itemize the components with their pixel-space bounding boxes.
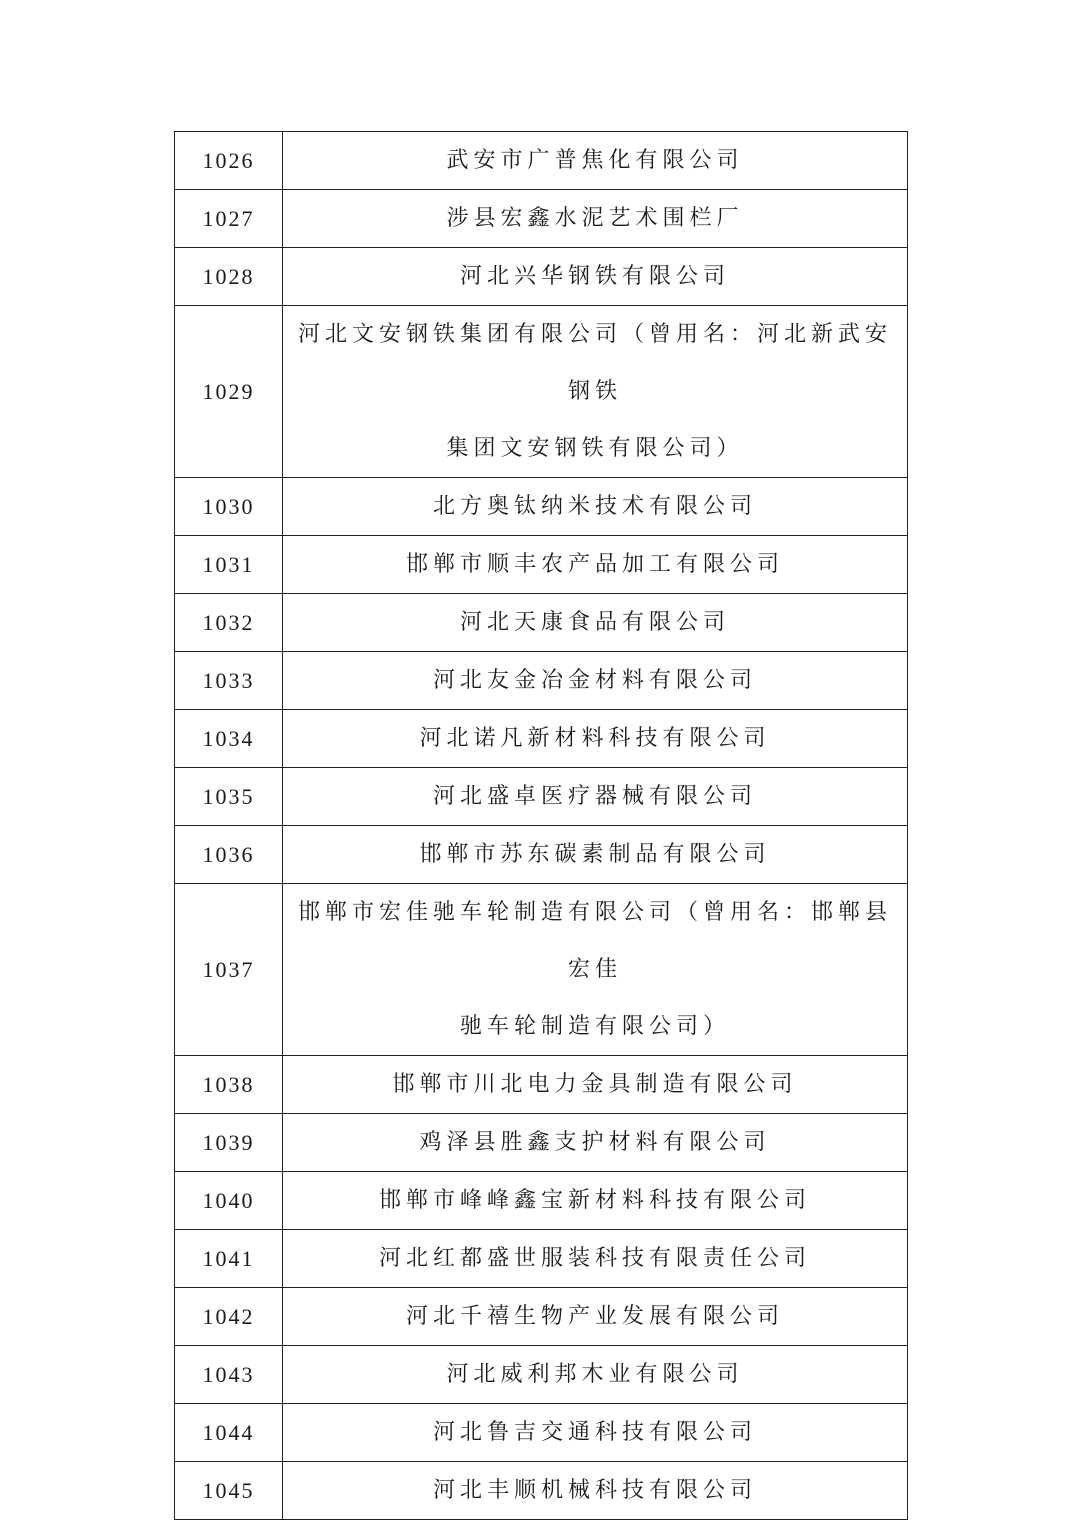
row-number: 1036 <box>175 826 283 884</box>
table-row <box>175 826 908 884</box>
row-number: 1033 <box>175 652 283 710</box>
company-name: 涉县宏鑫水泥艺术围栏厂 <box>283 190 908 248</box>
table-row <box>175 248 908 306</box>
row-number: 1043 <box>175 1346 283 1404</box>
row-number: 1026 <box>175 132 283 190</box>
table-row <box>175 1462 908 1520</box>
table-row <box>175 710 908 768</box>
company-name <box>283 884 908 1056</box>
table-row <box>175 1288 908 1346</box>
company-name: 河北诺凡新材料科技有限公司 <box>283 710 908 768</box>
company-name: 鸡泽县胜鑫支护材料有限公司 <box>283 1114 908 1172</box>
row-number: 1032 <box>175 594 283 652</box>
table-row <box>175 132 908 190</box>
row-number: 1044 <box>175 1404 283 1462</box>
company-list-table <box>174 131 908 1520</box>
company-name: 北方奥钛纳米技术有限公司 <box>283 478 908 536</box>
company-name: 武安市广普焦化有限公司 <box>283 132 908 190</box>
table-row <box>175 1056 908 1114</box>
company-name-line: 邯郸市宏佳驰车轮制造有限公司（曾用名：邯郸县宏佳 <box>297 900 892 982</box>
table-row <box>175 478 908 536</box>
table-row <box>175 1230 908 1288</box>
row-number: 1028 <box>175 248 283 306</box>
table-row <box>175 1346 908 1404</box>
company-name: 邯郸市峰峰鑫宝新材料科技有限公司 <box>283 1172 908 1230</box>
company-name: 河北友金冶金材料有限公司 <box>283 652 908 710</box>
company-name: 邯郸市顺丰农产品加工有限公司 <box>283 536 908 594</box>
row-number: 1045 <box>175 1462 283 1520</box>
company-name-line: 驰车轮制造有限公司） <box>459 1014 730 1039</box>
table-row <box>175 1172 908 1230</box>
company-name: 邯郸市川北电力金具制造有限公司 <box>283 1056 908 1114</box>
company-name: 河北千禧生物产业发展有限公司 <box>283 1288 908 1346</box>
row-number: 1030 <box>175 478 283 536</box>
row-number: 1034 <box>175 710 283 768</box>
row-number: 1041 <box>175 1230 283 1288</box>
row-number: 1039 <box>175 1114 283 1172</box>
table-row <box>175 594 908 652</box>
company-name: 河北盛卓医疗器械有限公司 <box>283 768 908 826</box>
company-name: 河北丰顺机械科技有限公司 <box>283 1462 908 1520</box>
company-name: 河北兴华钢铁有限公司 <box>283 248 908 306</box>
company-name-line: 河北文安钢铁集团有限公司（曾用名：河北新武安钢铁 <box>297 322 892 404</box>
row-number: 1035 <box>175 768 283 826</box>
company-name: 河北红都盛世服装科技有限责任公司 <box>283 1230 908 1288</box>
row-number: 1031 <box>175 536 283 594</box>
table-row <box>175 1114 908 1172</box>
table-row <box>175 768 908 826</box>
row-number: 1042 <box>175 1288 283 1346</box>
table-row <box>175 190 908 248</box>
row-number: 1037 <box>175 884 283 1056</box>
table-row <box>175 652 908 710</box>
row-number: 1027 <box>175 190 283 248</box>
company-name: 河北鲁吉交通科技有限公司 <box>283 1404 908 1462</box>
row-number: 1040 <box>175 1172 283 1230</box>
table-row <box>175 306 908 478</box>
row-number: 1038 <box>175 1056 283 1114</box>
company-name: 河北天康食品有限公司 <box>283 594 908 652</box>
table-row <box>175 1404 908 1462</box>
company-name: 邯郸市苏东碳素制品有限公司 <box>283 826 908 884</box>
table-row <box>175 536 908 594</box>
company-name: 河北威利邦木业有限公司 <box>283 1346 908 1404</box>
row-number: 1029 <box>175 306 283 478</box>
table-row <box>175 884 908 1056</box>
company-name <box>283 306 908 478</box>
company-name-line: 集团文安钢铁有限公司） <box>446 436 744 461</box>
